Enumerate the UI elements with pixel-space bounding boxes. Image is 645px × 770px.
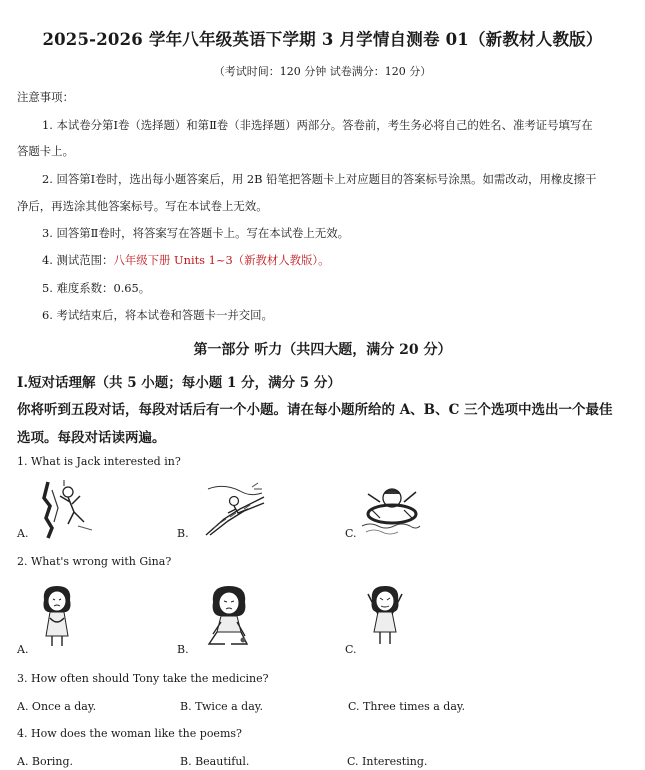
question-3-option-c: C. Three times a day. bbox=[348, 700, 466, 713]
sliding-picture bbox=[204, 479, 266, 537]
exam-info: （考试时间：120 分钟 试卷满分：120 分） bbox=[213, 65, 432, 78]
test-range: 八年级下册 Units 1~3（新教材人教版）。 bbox=[113, 253, 330, 267]
rock-climbing-picture bbox=[34, 478, 98, 540]
note-1-line-1: 1. 本试卷分第Ⅰ卷（选择题）和第Ⅱ卷（非选择题）两部分。答卷前，考生务必将自己的姓名、准考证号填写在 bbox=[42, 118, 593, 132]
question-1-option-a: A. bbox=[17, 527, 29, 540]
question-4-option-c: C. Interesting. bbox=[347, 755, 428, 768]
note-1-line-2: 答题卡上。 bbox=[17, 144, 74, 158]
note-4 bbox=[42, 252, 330, 268]
section-title: 第一部分 听力（共四大题，满分 20 分） bbox=[193, 342, 452, 358]
question-4-option-a: A. Boring. bbox=[17, 755, 74, 768]
hurt-knee-girl-picture bbox=[201, 582, 257, 650]
question-2-text: 2. What's wrong with Gina? bbox=[17, 555, 172, 568]
note-2-line-1: 2. 回答第Ⅰ卷时，选出每小题答案后，用 2B 铅笔把答题卡上对应题目的答案标号涂黑。如需改动，用橡皮擦干 bbox=[42, 172, 597, 186]
question-2-option-b: B. bbox=[177, 643, 189, 656]
instruction-line-2: 选项。每段对话读两遍。 bbox=[17, 430, 166, 446]
note-4-prefix: 4. 测试范围： bbox=[42, 253, 114, 267]
part-1-title: Ⅰ.短对话理解（共 5 小题；每小题 1 分，满分 5 分） bbox=[17, 375, 341, 391]
question-1-option-b: B. bbox=[177, 527, 189, 540]
swimming-picture bbox=[358, 480, 422, 536]
question-3-option-b: B. Twice a day. bbox=[180, 700, 264, 713]
notes-heading: 注意事项： bbox=[17, 90, 74, 104]
question-2-option-c: C. bbox=[345, 643, 357, 656]
question-1-text: 1. What is Jack interested in? bbox=[17, 455, 181, 468]
question-3-text: 3. How often should Tony take the medicine? bbox=[17, 672, 269, 685]
question-2-option-a: A. bbox=[17, 643, 29, 656]
stomachache-girl-picture bbox=[34, 582, 80, 648]
question-1-option-c: C. bbox=[345, 527, 357, 540]
note-5: 5. 难度系数：0.65。 bbox=[42, 281, 151, 295]
question-3-option-a: A. Once a day. bbox=[17, 700, 97, 713]
headache-girl-picture bbox=[362, 582, 408, 648]
note-3: 3. 回答第Ⅱ卷时，将答案写在答题卡上。写在本试卷上无效。 bbox=[42, 226, 349, 240]
question-4-option-b: B. Beautiful. bbox=[180, 755, 250, 768]
instruction-line-1: 你将听到五段对话，每段对话后有一个小题。请在每小题所给的 A、B、C 三个选项中选出一个最佳 bbox=[17, 402, 613, 418]
note-2-line-2: 净后，再选涂其他答案标号。写在本试卷上无效。 bbox=[17, 199, 268, 213]
page-title: 2025-2026 学年八年级英语下学期 3 月学情自测卷 01（新教材人教版） bbox=[42, 30, 603, 49]
note-6: 6. 考试结束后，将本试卷和答题卡一并交回。 bbox=[42, 308, 273, 322]
question-4-text: 4. How does the woman like the poems? bbox=[17, 727, 242, 740]
